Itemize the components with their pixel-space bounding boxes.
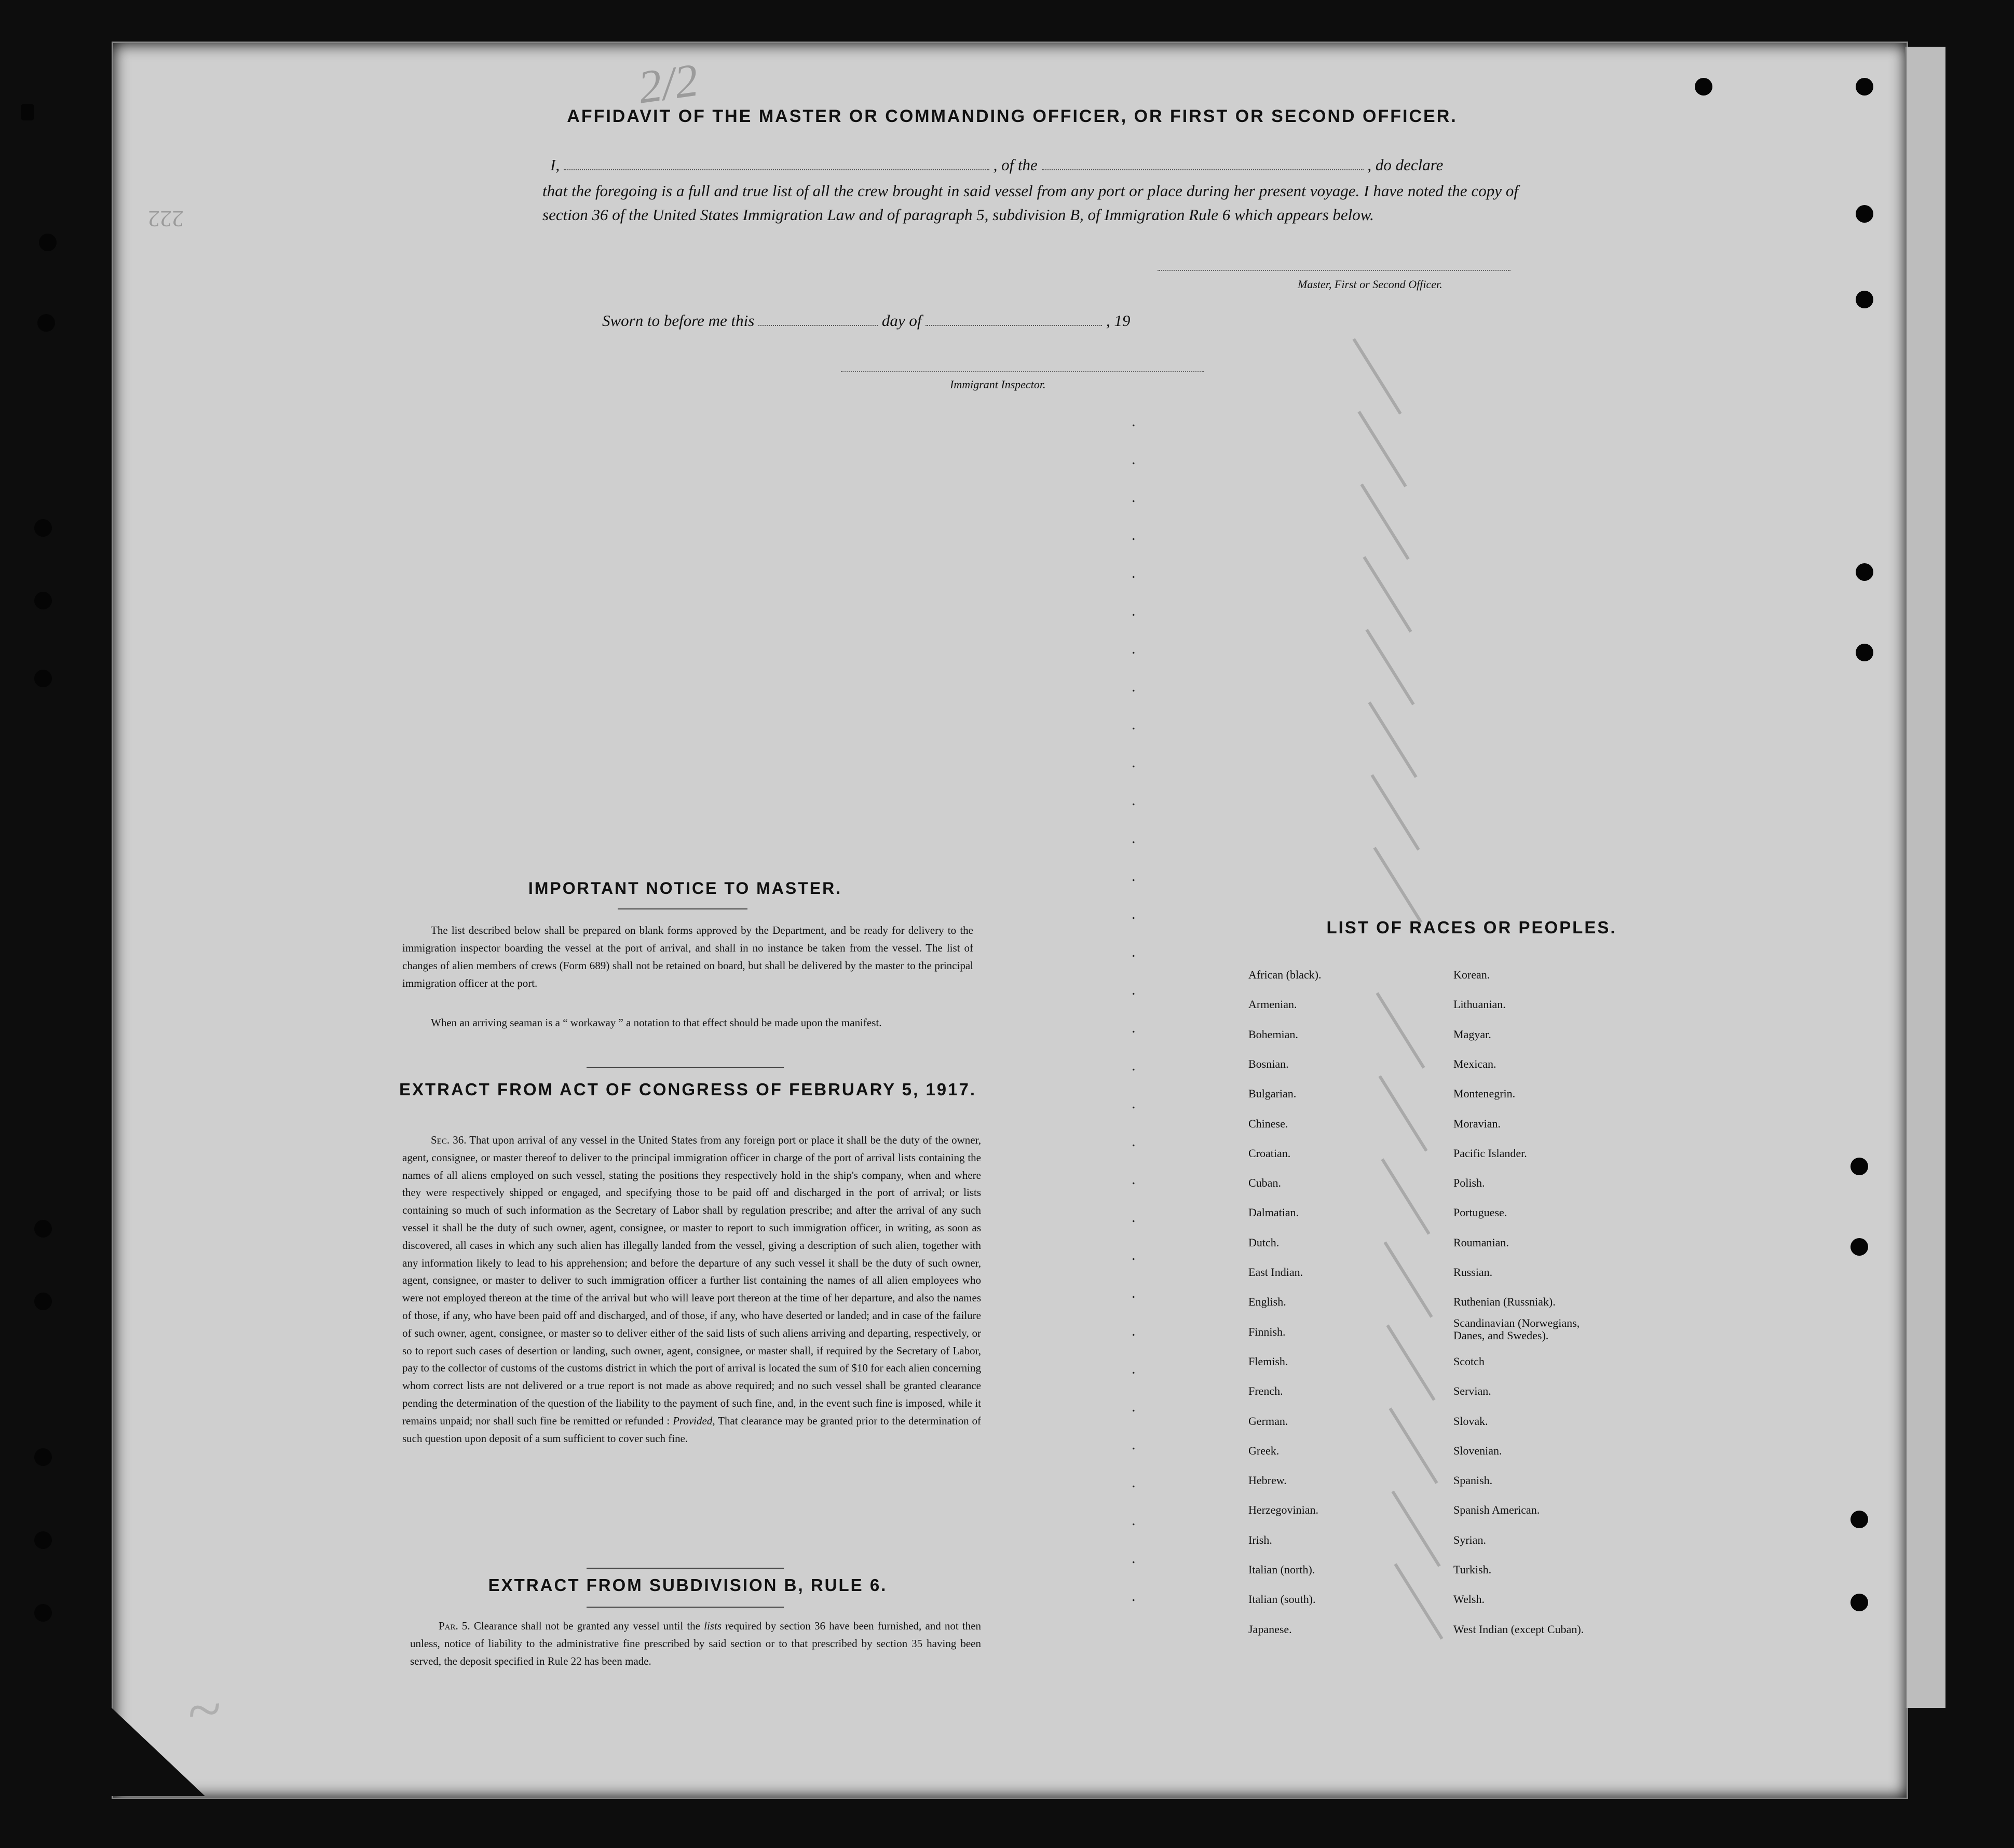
- race-item: Russian.: [1453, 1266, 1493, 1279]
- race-item: Japanese.: [1248, 1622, 1292, 1636]
- binder-hole: [1850, 1594, 1868, 1611]
- act-text-end: That clearance may be granted prior to the determination of such question upon deposit of a sum sufficient to cover such fine.: [402, 1414, 982, 1445]
- handwritten-page-number: 2/2: [635, 54, 702, 114]
- binder-hole: [1856, 644, 1873, 661]
- race-item: Turkish.: [1453, 1563, 1492, 1576]
- race-item: African (black).: [1248, 968, 1322, 981]
- race-item: Syrian.: [1453, 1533, 1486, 1546]
- race-item: Welsh.: [1453, 1593, 1485, 1606]
- affidavit-line1-mid: , of the: [993, 156, 1038, 174]
- race-item: Italian (south).: [1248, 1593, 1316, 1606]
- race-item: Bohemian.: [1248, 1027, 1298, 1041]
- race-item: Scandinavian (Norwegians, Danes, and Swedes).: [1453, 1316, 1580, 1342]
- binder-hole: [1856, 78, 1873, 96]
- race-item: East Indian.: [1248, 1266, 1303, 1279]
- race-item: Korean.: [1453, 968, 1490, 981]
- race-item: English.: [1248, 1295, 1286, 1309]
- race-item: Lithuanian.: [1453, 998, 1506, 1011]
- race-item: Irish.: [1248, 1533, 1272, 1546]
- race-item: Slovak.: [1453, 1414, 1488, 1428]
- race-item: Croatian.: [1248, 1146, 1291, 1160]
- act-extract-text: [402, 1132, 981, 1447]
- binder-hole: [1850, 1158, 1868, 1175]
- binder-hole: [1856, 205, 1873, 223]
- binder-hole: [34, 1220, 52, 1238]
- affidavit-line1: [550, 156, 1443, 174]
- binder-hole: [37, 314, 55, 332]
- binder-hole: [34, 670, 52, 687]
- race-item: Flemish.: [1248, 1354, 1288, 1368]
- race-item: Hebrew.: [1248, 1474, 1287, 1487]
- binder-hole: [39, 234, 57, 251]
- race-item: Finnish.: [1248, 1325, 1286, 1338]
- rule-text-a: Clearance shall not be granted any vessel until the: [473, 1620, 700, 1632]
- binder-hole: [21, 104, 34, 120]
- binder-hole: [1856, 563, 1873, 581]
- race-item: Italian (north).: [1248, 1563, 1315, 1576]
- binder-hole: [34, 1604, 52, 1622]
- sworn-start: Sworn to before me this: [602, 311, 755, 330]
- section-label: Sec. 36.: [431, 1134, 467, 1146]
- race-item: Portuguese.: [1453, 1206, 1507, 1219]
- race-item: Bosnian.: [1248, 1057, 1289, 1070]
- folded-corner: [112, 1708, 205, 1796]
- race-item: Servian.: [1453, 1384, 1491, 1398]
- race-item: Montenegrin.: [1453, 1087, 1516, 1100]
- rule-extract-text: [410, 1617, 981, 1670]
- race-item: Spanish.: [1453, 1474, 1493, 1487]
- race-item: Ruthenian (Russniak).: [1453, 1295, 1556, 1309]
- sworn-line: [602, 311, 1130, 330]
- race-item: Pacific Islander.: [1453, 1146, 1527, 1160]
- paragraph-label: Par. 5.: [439, 1620, 470, 1632]
- act-text: That upon arrival of any vessel in the United States from any foreign port or place it shall be the duty of the owner, agent, consignee, or master thereof to deliver to the principal immigration officer in charge of the port of arrival lists containing the names of all aliens employed on such vessel, stating the positions they respectively hold in the ship's company, when and where they were respectively shipped or engaged, and specifying those to be paid off and discharged in the port of arrival; or lists containing so much of such information as the Secretary of Labor shall by regulation prescribe; and after the arrival of any such vessel it shall be the duty of such owner, agent, consignee, or master to report to such immigration officer, in writing, as soon as discovered, all cases in which any such alien has illegally landed from the vessel, giving a description of such alien, together with any information likely to lead to his apprehension; and before the departure of any such vessel it shall be the duty of such owner, agent, consignee, or master to deliver to such immigration officer a further list containing the names of all alien employees who were not employed thereon at the time of the arrival but who will leave port thereon at the time of her departure, and also the names of those, if any, who have been paid off and discharged, and of those, if any, who have deserted or landed; and in case of the failure of such owner, agent, consignee, or master so to deliver either of the said lists of such aliens arriving and departing, respectively, or so to report such cases of desertion or landing, such owner, agent, consignee, or master shall, if required by the Secretary of Labor, pay to the collector of customs of the customs district in which the port of arrival is located the sum of $10 for each alien concerning whom correct lists are not delivered or a true report is not made as above required; and no such vessel shall be granted clearance pending the determination of the question of the liability to the payment of such fine, and, in the event such fine is imposed, while it remains unpaid; nor shall such fine be remitted or refunded :: [402, 1134, 981, 1427]
- binder-hole: [34, 1531, 52, 1549]
- sworn-end: , 19: [1106, 311, 1131, 330]
- divider: [618, 908, 747, 909]
- race-item: Polish.: [1453, 1176, 1485, 1190]
- race-item: Dalmatian.: [1248, 1206, 1299, 1219]
- race-item: Scotch: [1453, 1354, 1485, 1368]
- race-item: Armenian.: [1248, 998, 1297, 1011]
- race-item: Herzegovinian.: [1248, 1503, 1318, 1517]
- inspector-label: Immigrant Inspector.: [950, 378, 1046, 391]
- race-item: Cuban.: [1248, 1176, 1281, 1190]
- inspector-line: [841, 371, 1204, 372]
- notice-paragraph-1: The list described below shall be prepared on blank forms approved by the Department, and be ready for delivery to the immigration inspector boarding the vessel at the port of arrival, and shall in no instance be taken from the vessel. The list of changes of alien members of crews (Form 689) shall not be retained on board, but shall be delivered by the master to the principal immigration officer at the port.: [402, 924, 973, 989]
- binder-hole: [34, 592, 52, 609]
- binder-hole: [1856, 291, 1873, 308]
- binder-hole: [34, 519, 52, 537]
- underlying-page-edge: [1905, 47, 1945, 1708]
- race-item: Chinese.: [1248, 1117, 1288, 1130]
- affidavit-body: that the foregoing is a full and true list of all the crew brought in said vessel from any port or place during her present voyage. I have noted the copy of section 36 of the United States Immigration Law and of paragraph 5, subdivision B, of Immigration Rule 6 which appears below.: [542, 182, 1518, 224]
- rule-extract-title: EXTRACT FROM SUBDIVISION B, RULE 6.: [488, 1575, 888, 1595]
- race-item: German.: [1248, 1414, 1288, 1428]
- affidavit-line1-end: , do declare: [1367, 156, 1444, 174]
- divider: [587, 1568, 784, 1569]
- page-stamp-number: 222: [148, 206, 184, 232]
- binder-hole: [1695, 78, 1712, 96]
- race-item: Spanish American.: [1453, 1503, 1540, 1517]
- binder-hole: [34, 1293, 52, 1310]
- act-extract-title: EXTRACT FROM ACT OF CONGRESS OF FEBRUARY 5, 1917.: [399, 1080, 977, 1099]
- notice-paragraph-2: When an arriving seaman is a “ workaway ” a notation to that effect should be made upon the manifest.: [431, 1016, 882, 1029]
- race-item: Mexican.: [1453, 1057, 1496, 1070]
- divider: [587, 1607, 784, 1608]
- faint-signature: ~: [183, 1673, 224, 1746]
- race-item: Bulgarian.: [1248, 1087, 1297, 1100]
- race-item: West Indian (except Cuban).: [1453, 1622, 1584, 1636]
- signature-label: Master, First or Second Officer.: [1298, 278, 1443, 291]
- binder-hole: [1850, 1511, 1868, 1528]
- race-item: Moravian.: [1453, 1117, 1501, 1130]
- divider: [587, 1067, 784, 1068]
- lists-word: lists: [704, 1620, 722, 1632]
- signature-line: [1158, 270, 1511, 271]
- binder-hole: [34, 1448, 52, 1466]
- races-title: LIST OF RACES OR PEOPLES.: [1326, 918, 1617, 937]
- race-item: Dutch.: [1248, 1235, 1280, 1249]
- race-item: French.: [1248, 1384, 1283, 1398]
- race-item: Magyar.: [1453, 1027, 1491, 1041]
- race-item: Greek.: [1248, 1444, 1280, 1457]
- affidavit-title: AFFIDAVIT OF THE MASTER OR COMMANDING OFFICER, OR FIRST OR SECOND OFFICER.: [567, 106, 1458, 126]
- notice-title: IMPORTANT NOTICE TO MASTER.: [528, 879, 842, 898]
- provided-word: Provided,: [673, 1414, 715, 1427]
- sworn-mid: day of: [881, 311, 922, 330]
- binder-hole: [1850, 1238, 1868, 1256]
- race-item: Roumanian.: [1453, 1235, 1509, 1249]
- race-item: Slovenian.: [1453, 1444, 1502, 1457]
- affidavit-line1-start: I,: [550, 156, 560, 174]
- column-dots: . . . . . . . . . . . . . . . . . . . . . . . . . . . . . . . .: [1132, 413, 1150, 1605]
- rule-text-b: required by section 36 have been furnished, and not then unless, notice of liability to the administrative fine prescribed by said section or to that prescribed by section 35 having been served, the deposit specified in Rule 22 has been made.: [410, 1620, 982, 1667]
